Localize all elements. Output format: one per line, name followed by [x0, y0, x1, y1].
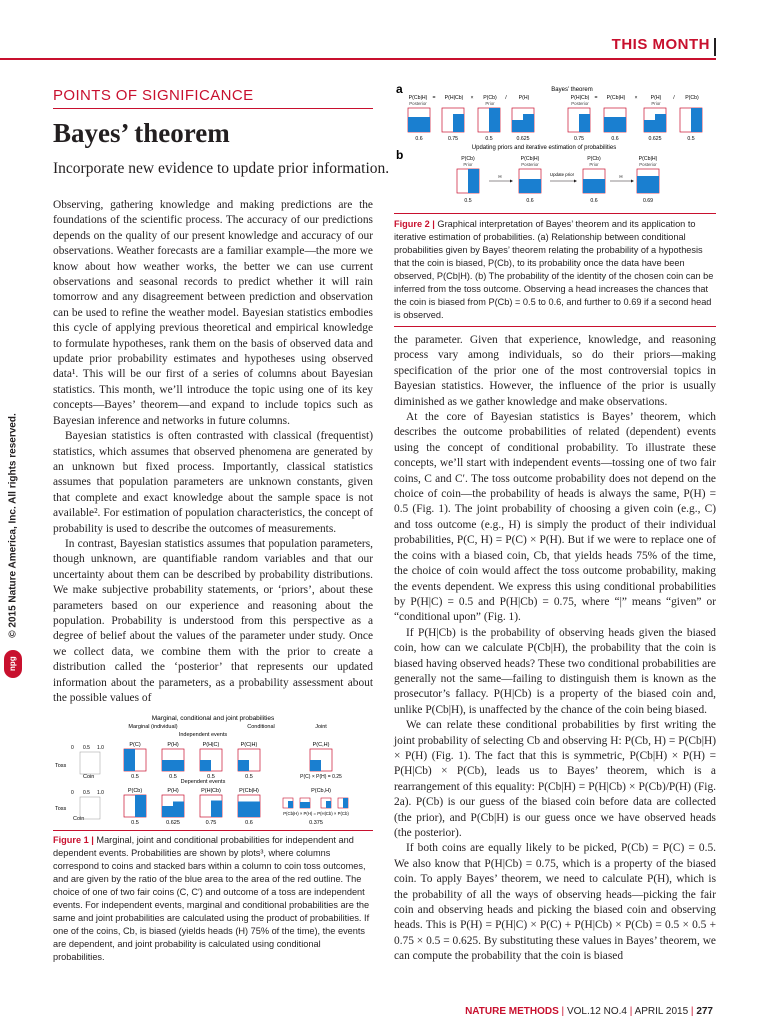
figure-2: [394, 80, 716, 214]
svg-text:1.0: 1.0: [97, 745, 104, 751]
paragraph: the parameter. Given that experience, knowledge, and reasoning process vary among individuals, so do their priors—making specification of the prior one of the most controversial topics in Bayesian statistics. However, the influence of the prior is usually diminished as we gather knowledge and make observations.: [394, 334, 716, 408]
fig1-indep-panels: [124, 742, 342, 780]
svg-text:0.5: 0.5: [131, 820, 139, 826]
fig2-roles-a: [409, 101, 661, 106]
fig2-roles-b: [463, 162, 657, 167]
fig2-title-a: Bayes’ theorem: [551, 87, 593, 93]
svg-text:P(Cb|H): P(Cb|H): [520, 156, 540, 162]
fig2-panel-a: a: [396, 82, 403, 96]
footer-page: 277: [696, 1006, 713, 1017]
right-column: [394, 333, 716, 965]
svg-text:0.75: 0.75: [573, 136, 585, 142]
svg-text:0.6: 0.6: [611, 136, 619, 142]
svg-text:Toss: Toss: [55, 763, 67, 769]
svg-text:0.625: 0.625: [516, 136, 530, 142]
svg-text:P(H): P(H): [167, 788, 179, 794]
svg-text:P(Cb|H): P(Cb|H): [239, 788, 259, 794]
svg-text:Prior: Prior: [463, 162, 473, 167]
svg-text:P(Cb): P(Cb): [587, 156, 601, 162]
fig1-caption: [53, 834, 373, 964]
svg-text:P(Cb): P(Cb): [685, 95, 699, 101]
svg-text:P(Cb): P(Cb): [483, 95, 497, 101]
header-rule: [0, 58, 716, 60]
svg-text:0.69: 0.69: [642, 198, 654, 204]
svg-text:/: /: [673, 95, 675, 101]
paragraph: We can relate these conditional probabilities by first writing the joint probability of selecting Cb and observing H: P(Cb, H) = P(Cb|H) × P(H) (Fig. 1). The fact that this is symmetric, P(Cb|H) × P(H) = P(H|Cb) × P(Cb), leads us to Bayes’ theorem, which is a rearrangement of this equality: P(Cb|H) = P(H|Cb) × P(Cb)/P(H) (Fig. 2a). P(Cb) is our guess of the biased coin before data are collected (the prior), and P(Cb|H) is our guess once we have observed heads (the posterior).: [394, 719, 716, 839]
svg-text:0.6: 0.6: [415, 136, 423, 142]
left-column: [53, 198, 373, 706]
svg-text:P(H|C): P(H|C): [202, 742, 220, 748]
npg-logo: npg: [4, 650, 22, 678]
svg-text:P(C) × P(H) = 0.25: P(C) × P(H) = 0.25: [300, 774, 342, 780]
fig1-rule: [53, 830, 373, 831]
svg-text:Coin: Coin: [83, 774, 95, 780]
svg-text:Prior: Prior: [651, 101, 661, 106]
paragraph: At the core of Bayesian statistics is Bayes’ theorem, which describes the outcome probabilities of related (dependent) events using the concept of conditional probability. To illustrate these concepts, we’ll start with independent events—tossing one of two fair coins, C and C′. The toss outcome probability does not depend on the choice of coin—the probability of heads is always the same, P(H) = 0.5 (Fig. 1). The joint probability of choosing a given coin (e.g., C) and toss outcome (e.g., H) is simply the product of their individual probabilities, P(C, H) = P(C) × P(H). But if we were to replace one of the coins with a biased coin, Cb, that yields heads 75% of the time, the choice of coin would affect the toss outcome probability, making the events dependent. We express this using conditional probabilities by P(H|C) = 0.5 and P(H|Cb) = 0.75, where “|” means “given” or “conditional upon” (Fig. 1).: [394, 411, 716, 624]
page-footer: NATURE METHODS | VOL.12 NO.4 | APRIL 2015 | 277: [465, 1006, 713, 1017]
svg-text:0: 0: [71, 745, 74, 751]
paragraph: Observing, gathering knowledge and making predictions are the foundations of the scientific process. The accuracy of our predictions depends on the quality of our present knowledge and accuracy of our observations. Weather forecasts are a familiar example—the more we know about how weather works, the better we can use current observations and seasonal records to predict whether it will rain tomorrow and any disagreement between prediction and observation can be used to refine the weather model. Bayesian statistics embodies this cycle of applying previous theoretical and empirical knowledge to formulate hypotheses, rank them on the basis of observed data and update prior probability estimates and hypotheses using observed data¹. This will be our first of a series of columns about Bayesian statistics. This month, we’ll introduce the topic using one of its key concepts—Bayes’ theorem—and expand to include topics such as Bayesian inference and networks in future columns.: [53, 199, 373, 427]
svg-text:×: ×: [470, 95, 474, 101]
svg-text:0.5: 0.5: [83, 745, 90, 751]
paragraph: In contrast, Bayesian statistics assumes that population parameters, though unknown, are quantifiable random variables and that our uncertainty about them can be described by probability distributions. We make subjective probability statements, or ‘priors’, about these parameters based on our experience and reasoning about the population. Probability is understood from this perspective as a degree of belief about the values of the parameter under study. Once we collect data, we combine them with the prior to create a distribution called the ‘posterior’ that represents our updated information about the parameters, as a probability assessment about the possible values of: [53, 537, 373, 704]
fig2-caption-text: Graphical interpretation of Bayes’ theorem and its application to iterative estimation of probabilities. (a) Relationship between conditional probabilities given by Bayes’ theorem relating the probability of a hypothesis that the coin is biased, P(Cb), to its probability once the data have been observed, P(Cb|H). (b) The probability of the identity of the chosen coin can be inferred from the toss outcome. Observing a head increases the chances that the coin is biased from P(Cb) = 0.5 to 0.6, and further to 0.69 if a second head is observed.: [394, 219, 714, 320]
section-header: THIS MONTH: [611, 36, 710, 53]
svg-text:0.5: 0.5: [687, 136, 695, 142]
svg-text:×: ×: [634, 95, 638, 101]
fig2-title-b: Updating priors and iterative estimation of probabilities: [471, 145, 617, 151]
footer-date: APRIL 2015: [634, 1006, 689, 1017]
fig1-caption-label: Figure 1 |: [53, 835, 94, 845]
fig2-bottom-rule: [394, 326, 716, 327]
svg-text:P(Cb|H): P(Cb|H): [606, 95, 626, 101]
svg-text:0.625: 0.625: [648, 136, 662, 142]
svg-text:P(Cb,H): P(Cb,H): [311, 788, 331, 794]
svg-text:Update prior: Update prior: [549, 172, 575, 177]
header-bar: [714, 38, 716, 56]
svg-text:0.75: 0.75: [205, 820, 217, 826]
svg-text:P(H): P(H): [518, 95, 530, 101]
fig1-col-conditional: Conditional: [247, 724, 275, 730]
fig2-values-a: [415, 136, 694, 142]
svg-text:0.6: 0.6: [590, 198, 598, 204]
fig2-values-b: [464, 198, 653, 204]
svg-text:P(Cb): P(Cb): [127, 788, 143, 794]
svg-text:P(C,H): P(C,H): [312, 742, 330, 748]
svg-text:0.5: 0.5: [207, 774, 215, 780]
fig2-rule: [394, 213, 716, 214]
fig1-col-joint: Joint: [315, 724, 327, 730]
fig2-arrows-b: [489, 172, 634, 183]
svg-text:P(H): P(H): [650, 95, 662, 101]
fig2-caption-label: Figure 2 |: [394, 219, 435, 229]
svg-text:Posterior: Posterior: [521, 162, 539, 167]
page-subtitle: Incorporate new evidence to update prior information.: [53, 160, 390, 177]
svg-text:0.5: 0.5: [131, 774, 139, 780]
svg-text:H: H: [619, 174, 623, 179]
svg-text:0.5: 0.5: [169, 774, 177, 780]
page-title: Bayes’ theorem: [53, 118, 230, 148]
svg-text:=: =: [594, 95, 598, 101]
svg-text:=: =: [432, 95, 436, 101]
svg-text:0.625: 0.625: [166, 820, 180, 826]
svg-text:P(C|H): P(C|H): [240, 742, 258, 748]
fig2-labels-b: [461, 156, 657, 162]
footer-volume: VOL.12 NO.4: [566, 1006, 627, 1017]
fig2-panel-b: b: [396, 148, 404, 162]
fig1-dep-panels: [124, 788, 349, 826]
svg-text:/: /: [505, 95, 507, 101]
svg-text:P(H|Cb): P(H|Cb): [444, 95, 464, 101]
paragraph: Bayesian statistics is often contrasted with classical (frequentist) statistics, which assumes that observed phenomena are generated by an unknown but fixed process. Importantly, classical statistics assumes that population parameters are unknown constants, given that complete and exact knowledge about the sample space is not available². For estimation of population characteristics, the concept of probability is used to describe the outcomes of measurements.: [53, 430, 373, 535]
svg-text:P(H|Cb): P(H|Cb): [570, 95, 590, 101]
svg-text:P(Cb): P(Cb): [461, 156, 475, 162]
svg-text:H: H: [498, 174, 502, 179]
svg-text:Posterior: Posterior: [409, 101, 427, 106]
fig2-caption: [394, 218, 716, 322]
svg-text:0.75: 0.75: [447, 136, 459, 142]
svg-text:Posterior: Posterior: [639, 162, 657, 167]
footer-journal: NATURE METHODS: [465, 1006, 559, 1017]
paragraph: If both coins are equally likely to be picked, P(Cb) = P(C) = 0.5. We also know that P(H|Cb) = 0.75, which is a property of the biased coin. To apply Bayes’ theorem, we need to calculate P(H), which is the probability of all the ways of observing heads—picking the fair coin and observing heads and picking the biased coin and observing heads. This is P(H) = P(H|C) × P(C) + P(H|Cb) × P(Cb) = 0.5 × 0.5 + 0.75 × 0.5 = 0.625. By substituting these values in Bayes’ theorem, we can compute the probability that the coin is biased: [394, 842, 716, 963]
fig1-title: Marginal, conditional and joint probabilities: [151, 715, 275, 722]
svg-text:1.0: 1.0: [97, 790, 104, 796]
svg-text:0.6: 0.6: [245, 820, 253, 826]
fig1-axes-dep: [55, 790, 104, 819]
svg-text:P(Cb|H) × P(H) = P(H|Cb) ×: P(Cb|H) × P(H) = P(H|Cb) × P(Cb): [283, 811, 349, 816]
svg-text:Prior: Prior: [485, 101, 495, 106]
fig2-plots-a: [408, 108, 702, 132]
section-rule: [53, 108, 373, 109]
svg-text:Toss: Toss: [55, 806, 67, 812]
paragraph: If P(H|Cb) is the probability of observing heads given the biased coin, how can we calculate P(Cb|H), the probability that the coin is biased having observed heads? These two conditional probabilities are generally not the same—failing to distinguish them is known as the prosecutor’s fallacy. P(H|Cb) is a property of the biased coin and, unlike P(Cb|H), is unaffected by the chance of the coin being biased.: [394, 626, 716, 716]
svg-text:0.5: 0.5: [485, 136, 493, 142]
svg-text:P(H|Cb): P(H|Cb): [201, 788, 221, 794]
svg-text:Posterior: Posterior: [571, 101, 589, 106]
fig1-indep-label: Independent events: [178, 732, 228, 738]
fig1-dep-label: Dependent events: [180, 779, 226, 785]
svg-text:P(H): P(H): [167, 742, 179, 748]
fig1-col-marginal: Marginal (individual): [128, 724, 178, 730]
svg-text:P(Cb|H): P(Cb|H): [408, 95, 428, 101]
svg-text:Prior: Prior: [589, 162, 599, 167]
fig1-caption-text: Marginal, joint and conditional probabilities for independent and dependent events. Probabilities are shown by plots³, where columns correspond to coins and stacked bars within a column to coin toss outcomes, and are given by the ratio of the blue area to the area of the red outline. The choice of one of two fair coins (C, C′) and outcome of a toss are independent events. For independent events, marginal and conditional probabilities are the same and joint probabilities are calculated using the product of probabilities. If one of the coins, Cb, is biased (yields heads (H) 75% of the time), the events are dependent, and joint probability is calculated using conditional probabilities.: [53, 835, 370, 962]
svg-text:P(Cb|H): P(Cb|H): [638, 156, 658, 162]
svg-text:0: 0: [71, 790, 74, 796]
svg-text:0.5: 0.5: [83, 790, 90, 796]
svg-text:P(C): P(C): [129, 742, 141, 748]
column-label: POINTS OF SIGNIFICANCE: [53, 87, 254, 104]
svg-text:0.5: 0.5: [245, 774, 253, 780]
svg-text:0.5: 0.5: [464, 198, 472, 204]
copyright-notice: © 2015 Nature America, Inc. All rights reserved.: [7, 413, 19, 638]
svg-text:0.375: 0.375: [309, 820, 323, 826]
svg-text:0.6: 0.6: [526, 198, 534, 204]
svg-text:Coin: Coin: [73, 816, 85, 822]
figure-1: [53, 712, 373, 830]
